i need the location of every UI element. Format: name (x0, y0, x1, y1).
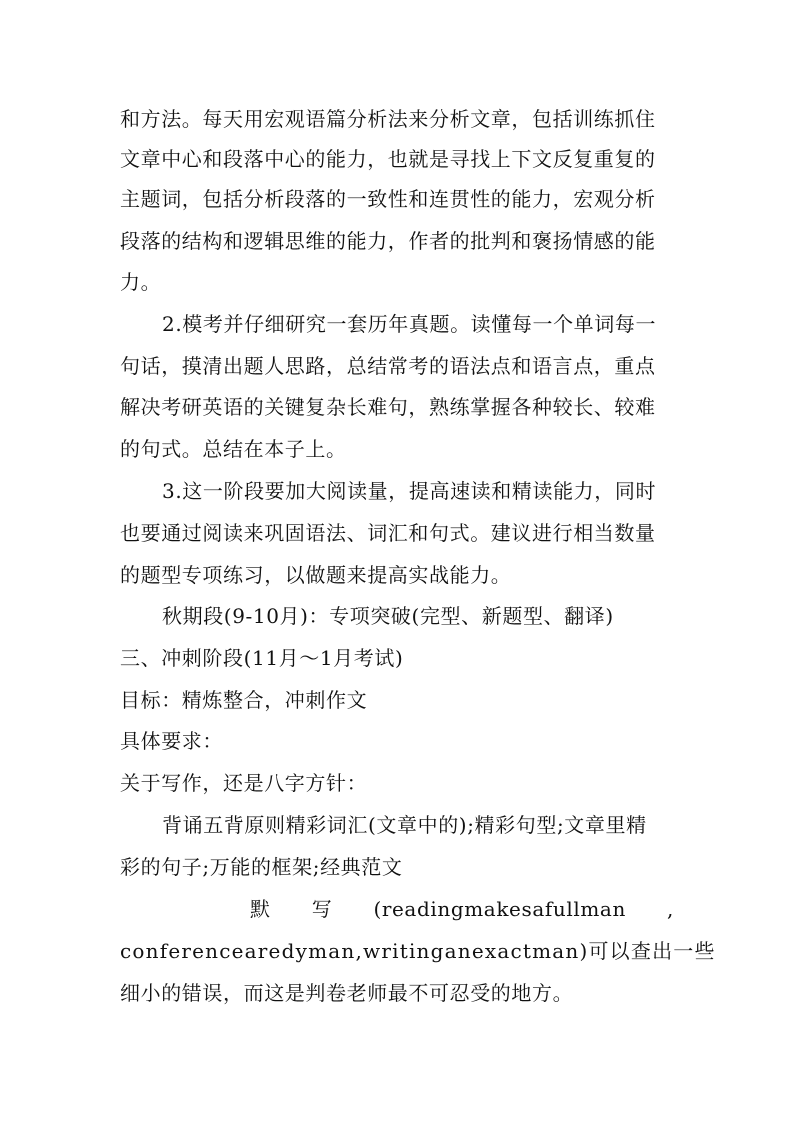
writing-principle-line: 关于写作，还是八字方针： (120, 771, 368, 795)
autumn-phase-heading: 秋期段(9-10月)：专项突破(完型、新题型、翻译) (162, 604, 614, 628)
word: , (667, 897, 674, 921)
paragraph-line: 文章中心和段落中心的能力，也就是寻找上下文反复重复的 (120, 147, 656, 171)
paragraph-line: 句话，摸清出题人思路，总结常考的语法点和语言点，重点 (120, 354, 656, 378)
paragraph-line: 解决考研英语的关键复杂长难句，熟练掌握各种较长、较难 (120, 395, 656, 419)
word: 写 (311, 897, 333, 921)
paragraph-line: 力。 (120, 270, 162, 294)
paragraph-line: 细小的错误，而这是判卷老师最不可忍受的地方。 (120, 981, 574, 1005)
paragraph-line: conferencearedyman,writinganexactman)可以查出一些 (120, 939, 716, 963)
paragraph-line: 背诵五背原则精彩词汇(文章中的);精彩句型;文章里精 (162, 813, 647, 837)
word: (readingmakesafullman (373, 897, 626, 921)
paragraph-line: 段落的结构和逻辑思维的能力，作者的批判和褒扬情感的能 (120, 229, 656, 253)
paragraph-line: 也要通过阅读来巩固语法、词汇和句式。建议进行相当数量 (120, 521, 656, 545)
requirements-heading: 具体要求： (120, 729, 223, 753)
list-item-2: 2.模考并仔细研究一套历年真题。读懂每一个单词每一 (162, 312, 657, 336)
paragraph-line: 的句式。总结在本子上。 (120, 437, 347, 461)
goal-line: 目标：精炼整合，冲刺作文 (120, 688, 368, 712)
paragraph-line: 的题型专项练习，以做题来提高实战能力。 (120, 563, 512, 587)
spread-line (120, 895, 674, 923)
paragraph-line: 主题词，包括分析段落的一致性和连贯性的能力，宏观分析 (120, 187, 656, 211)
sprint-phase-heading: 三、冲刺阶段(11月～1月考试) (120, 646, 404, 670)
paragraph-line: 和方法。每天用宏观语篇分析法来分析文章，包括训练抓住 (120, 107, 656, 131)
paragraph-line: 彩的句子;万能的框架;经典范文 (120, 855, 403, 879)
list-item-3: 3.这一阶段要加大阅读量，提高速读和精读能力，同时 (162, 479, 657, 503)
word: 默 (250, 897, 271, 921)
